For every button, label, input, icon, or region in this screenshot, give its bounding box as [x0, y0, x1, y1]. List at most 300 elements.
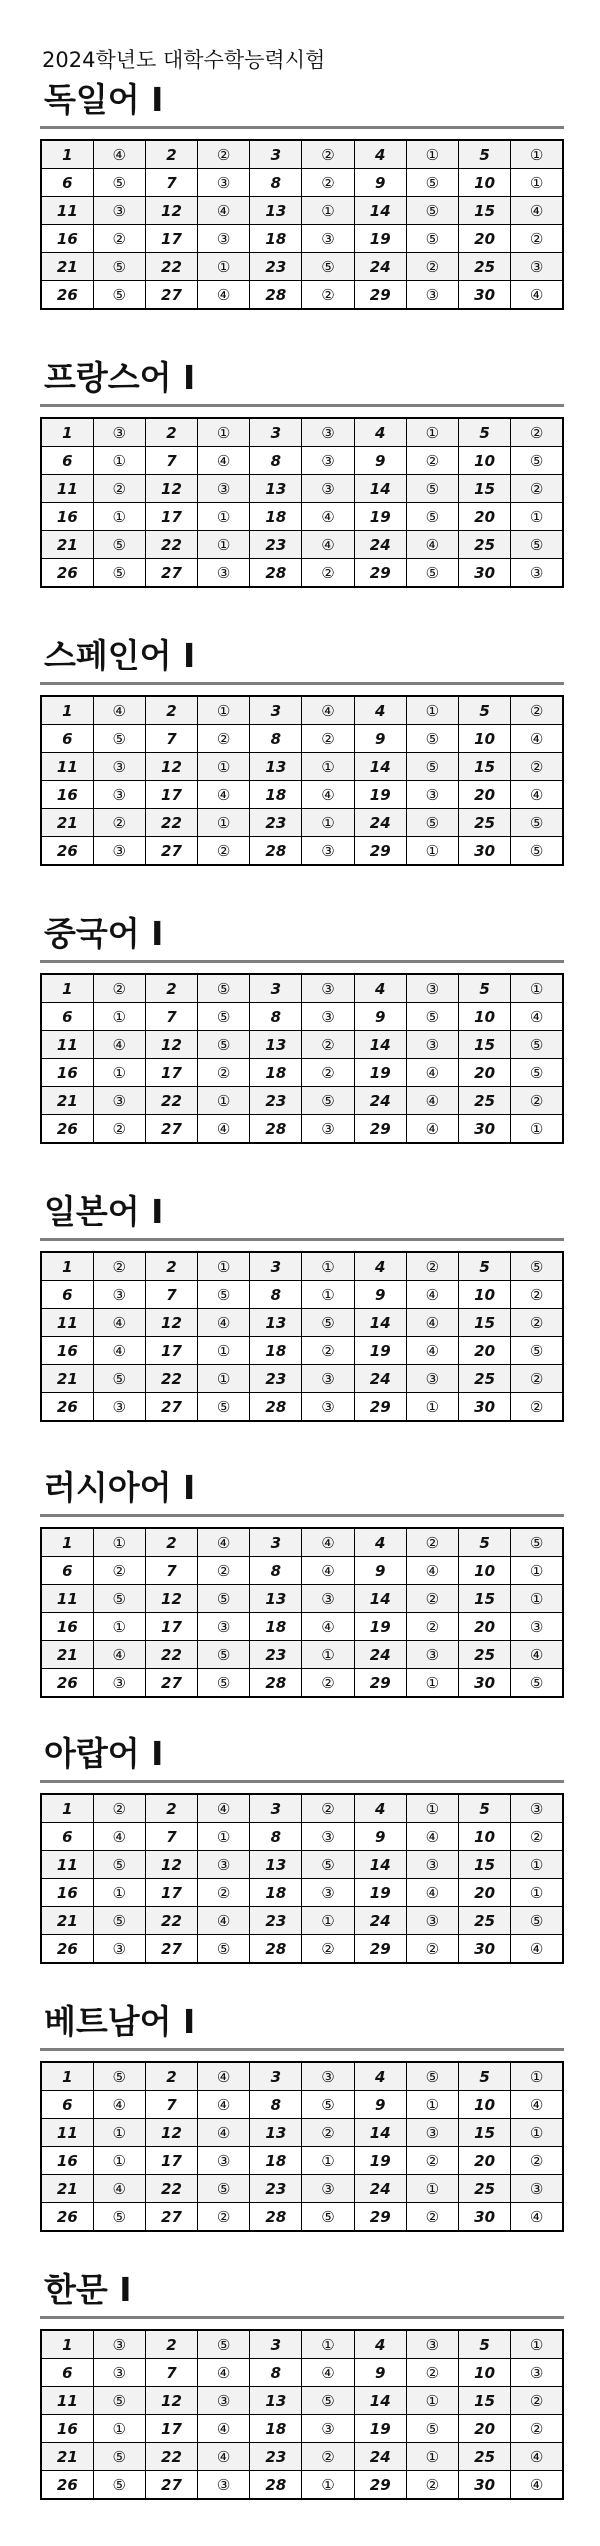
question-number: 1 — [41, 1794, 93, 1823]
question-number: 12 — [145, 475, 197, 503]
answer-choice: ⑤ — [302, 253, 354, 281]
answer-choice: ④ — [93, 1823, 145, 1851]
question-number: 16 — [41, 1059, 93, 1087]
answer-choice: ⑤ — [198, 2175, 250, 2203]
answer-choice: ③ — [198, 1851, 250, 1879]
question-number: 18 — [250, 1059, 302, 1087]
answer-choice: ② — [198, 1879, 250, 1907]
question-number: 9 — [354, 1823, 406, 1851]
question-number: 10 — [459, 169, 511, 197]
question-number: 2 — [145, 696, 197, 725]
question-number: 14 — [354, 1851, 406, 1879]
question-number: 17 — [145, 503, 197, 531]
question-number: 5 — [459, 696, 511, 725]
question-number: 27 — [145, 837, 197, 866]
answer-choice: ① — [406, 2443, 458, 2471]
question-number: 9 — [354, 1557, 406, 1585]
answer-choice: ④ — [198, 2119, 250, 2147]
answer-choice: ⑤ — [93, 1907, 145, 1935]
answer-choice: ② — [406, 1935, 458, 1964]
question-number: 6 — [41, 447, 93, 475]
answer-choice: ⑤ — [406, 1003, 458, 1031]
answer-choice: ① — [93, 2147, 145, 2175]
question-number: 8 — [250, 1557, 302, 1585]
question-number: 19 — [354, 781, 406, 809]
question-number: 28 — [250, 1115, 302, 1144]
table-row — [41, 281, 563, 310]
answer-choice: ③ — [302, 1393, 354, 1422]
answer-choice: ① — [198, 696, 250, 725]
table-row — [41, 197, 563, 225]
question-number: 14 — [354, 753, 406, 781]
question-number: 13 — [250, 1851, 302, 1879]
question-number: 10 — [459, 2091, 511, 2119]
answer-table — [40, 1527, 564, 1698]
question-number: 7 — [145, 1003, 197, 1031]
question-number: 28 — [250, 559, 302, 588]
answer-choice: ⑤ — [93, 253, 145, 281]
table-row — [41, 1528, 563, 1557]
answer-choice: ② — [302, 1031, 354, 1059]
question-number: 1 — [41, 974, 93, 1003]
answer-choice: ③ — [406, 974, 458, 1003]
question-number: 6 — [41, 725, 93, 753]
answer-choice: ② — [511, 1823, 563, 1851]
answer-choice: ② — [511, 753, 563, 781]
question-number: 29 — [354, 2471, 406, 2500]
question-number: 10 — [459, 1281, 511, 1309]
section-divider — [40, 404, 564, 407]
table-row — [41, 253, 563, 281]
answer-choice: ⑤ — [511, 1252, 563, 1281]
question-number: 26 — [41, 837, 93, 866]
exam-title: 2024학년도 대학수학능력시험 — [42, 48, 326, 72]
answer-choice: ③ — [511, 253, 563, 281]
table-row — [41, 2175, 563, 2203]
question-number: 2 — [145, 1794, 197, 1823]
question-number: 3 — [250, 140, 302, 169]
table-row — [41, 2147, 563, 2175]
table-row — [41, 725, 563, 753]
answer-choice: ① — [511, 1115, 563, 1144]
question-number: 18 — [250, 503, 302, 531]
answer-choice: ④ — [93, 1337, 145, 1365]
answer-choice: ③ — [511, 2175, 563, 2203]
table-row — [41, 503, 563, 531]
table-row — [41, 2359, 563, 2387]
answer-choice: ① — [302, 197, 354, 225]
answer-choice: ④ — [198, 1528, 250, 1557]
question-number: 4 — [354, 696, 406, 725]
answer-choice: ② — [406, 1528, 458, 1557]
question-number: 20 — [459, 225, 511, 253]
answer-choice: ① — [93, 1528, 145, 1557]
answer-choice: ① — [406, 696, 458, 725]
answer-choice: ⑤ — [302, 1851, 354, 1879]
answer-choice: ⑤ — [93, 1585, 145, 1613]
section-title: 스페인어 I — [44, 636, 196, 675]
answer-choice: ① — [302, 1907, 354, 1935]
answer-choice: ④ — [198, 2062, 250, 2091]
question-number: 15 — [459, 2119, 511, 2147]
answer-section — [40, 78, 564, 310]
answer-choice: ③ — [406, 2119, 458, 2147]
answer-choice: ④ — [198, 1115, 250, 1144]
table-row — [41, 1031, 563, 1059]
answer-choice: ② — [302, 1794, 354, 1823]
answer-choice: ② — [406, 2359, 458, 2387]
question-number: 10 — [459, 1557, 511, 1585]
answer-choice: ③ — [302, 1585, 354, 1613]
question-number: 30 — [459, 1115, 511, 1144]
question-number: 13 — [250, 753, 302, 781]
answer-table — [40, 417, 564, 588]
question-number: 11 — [41, 475, 93, 503]
answer-choice: ① — [198, 753, 250, 781]
answer-choice: ③ — [93, 2330, 145, 2359]
question-number: 13 — [250, 197, 302, 225]
answer-table — [40, 1251, 564, 1422]
answer-choice: ② — [93, 475, 145, 503]
answer-choice: ① — [406, 1669, 458, 1698]
question-number: 8 — [250, 169, 302, 197]
answer-choice: ④ — [198, 1907, 250, 1935]
question-number: 19 — [354, 1879, 406, 1907]
answer-choice: ② — [198, 2203, 250, 2232]
table-row — [41, 2062, 563, 2091]
answer-choice: ⑤ — [198, 1281, 250, 1309]
question-number: 11 — [41, 2119, 93, 2147]
question-number: 19 — [354, 2147, 406, 2175]
answer-choice: ② — [302, 1059, 354, 1087]
question-number: 7 — [145, 1281, 197, 1309]
answer-choice: ④ — [511, 281, 563, 310]
answer-choice: ② — [511, 2415, 563, 2443]
question-number: 7 — [145, 2359, 197, 2387]
question-number: 4 — [354, 974, 406, 1003]
answer-choice: ② — [511, 1393, 563, 1422]
answer-choice: ③ — [511, 2359, 563, 2387]
table-row — [41, 974, 563, 1003]
question-number: 10 — [459, 2359, 511, 2387]
question-number: 23 — [250, 1641, 302, 1669]
question-number: 28 — [250, 2203, 302, 2232]
question-number: 6 — [41, 1003, 93, 1031]
question-number: 25 — [459, 1087, 511, 1115]
question-number: 10 — [459, 447, 511, 475]
table-row — [41, 1794, 563, 1823]
answer-choice: ② — [302, 140, 354, 169]
question-number: 20 — [459, 1337, 511, 1365]
table-row — [41, 1823, 563, 1851]
question-number: 19 — [354, 1059, 406, 1087]
answer-choice: ⑤ — [93, 1851, 145, 1879]
question-number: 2 — [145, 2062, 197, 2091]
answer-choice: ⑤ — [198, 1669, 250, 1698]
answer-choice: ③ — [406, 2330, 458, 2359]
question-number: 18 — [250, 1613, 302, 1641]
answer-choice: ⑤ — [198, 1031, 250, 1059]
answer-choice: ② — [511, 418, 563, 447]
answer-choice: ⑤ — [406, 2062, 458, 2091]
answer-choice: ⑤ — [511, 1337, 563, 1365]
question-number: 23 — [250, 2443, 302, 2471]
table-row — [41, 1365, 563, 1393]
question-number: 6 — [41, 1557, 93, 1585]
question-number: 22 — [145, 1087, 197, 1115]
answer-choice: ④ — [198, 447, 250, 475]
question-number: 22 — [145, 253, 197, 281]
question-number: 13 — [250, 1585, 302, 1613]
answer-choice: ② — [93, 225, 145, 253]
section-title: 베트남어 I — [44, 2002, 196, 2041]
question-number: 2 — [145, 418, 197, 447]
question-number: 18 — [250, 1337, 302, 1365]
answer-choice: ④ — [198, 2091, 250, 2119]
answer-choice: ① — [93, 503, 145, 531]
table-row — [41, 2387, 563, 2415]
answer-choice: ⑤ — [198, 974, 250, 1003]
question-number: 27 — [145, 1935, 197, 1964]
answer-choice: ⑤ — [198, 2330, 250, 2359]
question-number: 6 — [41, 2091, 93, 2119]
question-number: 2 — [145, 2330, 197, 2359]
answer-choice: ⑤ — [198, 1393, 250, 1422]
question-number: 15 — [459, 1031, 511, 1059]
question-number: 25 — [459, 531, 511, 559]
answer-choice: ① — [302, 2330, 354, 2359]
answer-choice: ⑤ — [93, 559, 145, 588]
answer-choice: ② — [302, 559, 354, 588]
question-number: 10 — [459, 1823, 511, 1851]
question-number: 30 — [459, 281, 511, 310]
answer-choice: ① — [302, 1641, 354, 1669]
question-number: 24 — [354, 1365, 406, 1393]
question-number: 7 — [145, 1557, 197, 1585]
answer-choice: ① — [511, 169, 563, 197]
section-title: 프랑스어 I — [44, 358, 196, 397]
question-number: 24 — [354, 531, 406, 559]
answer-choice: ③ — [302, 974, 354, 1003]
question-number: 24 — [354, 253, 406, 281]
question-number: 27 — [145, 2471, 197, 2500]
answer-choice: ④ — [198, 2415, 250, 2443]
question-number: 28 — [250, 2471, 302, 2500]
answer-choice: ① — [93, 1613, 145, 1641]
answer-choice: ⑤ — [93, 725, 145, 753]
question-number: 26 — [41, 1393, 93, 1422]
answer-choice: ④ — [93, 2091, 145, 2119]
answer-choice: ② — [406, 2471, 458, 2500]
answer-choice: ③ — [302, 225, 354, 253]
answer-choice: ① — [198, 531, 250, 559]
answer-choice: ② — [511, 696, 563, 725]
question-number: 3 — [250, 2062, 302, 2091]
question-number: 14 — [354, 2387, 406, 2415]
question-number: 17 — [145, 1879, 197, 1907]
answer-choice: ① — [406, 2175, 458, 2203]
question-number: 3 — [250, 1528, 302, 1557]
answer-choice: ① — [198, 1087, 250, 1115]
answer-choice: ① — [511, 140, 563, 169]
answer-choice: ④ — [302, 781, 354, 809]
question-number: 6 — [41, 2359, 93, 2387]
question-number: 17 — [145, 1613, 197, 1641]
answer-choice: ④ — [511, 725, 563, 753]
answer-choice: ⑤ — [511, 1059, 563, 1087]
answer-choice: ① — [511, 1557, 563, 1585]
answer-choice: ① — [198, 1365, 250, 1393]
answer-section — [40, 1732, 564, 1964]
answer-choice: ③ — [198, 559, 250, 588]
question-number: 4 — [354, 2062, 406, 2091]
question-number: 16 — [41, 781, 93, 809]
answer-choice: ⑤ — [93, 2203, 145, 2232]
question-number: 9 — [354, 2359, 406, 2387]
question-number: 5 — [459, 1794, 511, 1823]
answer-choice: ④ — [198, 1794, 250, 1823]
answer-choice: ③ — [406, 1365, 458, 1393]
answer-section — [40, 356, 564, 588]
question-number: 2 — [145, 1252, 197, 1281]
question-number: 12 — [145, 753, 197, 781]
question-number: 26 — [41, 559, 93, 588]
section-divider — [40, 960, 564, 963]
answer-choice: ③ — [406, 1851, 458, 1879]
question-number: 29 — [354, 281, 406, 310]
answer-choice: ① — [93, 2119, 145, 2147]
question-number: 19 — [354, 225, 406, 253]
section-divider — [40, 2048, 564, 2051]
answer-choice: ② — [198, 837, 250, 866]
question-number: 24 — [354, 1087, 406, 1115]
question-number: 28 — [250, 1393, 302, 1422]
answer-choice: ② — [302, 1337, 354, 1365]
answer-choice: ③ — [302, 2415, 354, 2443]
question-number: 30 — [459, 1669, 511, 1698]
answer-choice: ④ — [93, 1309, 145, 1337]
answer-choice: ① — [198, 1823, 250, 1851]
table-row — [41, 1252, 563, 1281]
answer-choice: ④ — [406, 1823, 458, 1851]
question-number: 7 — [145, 725, 197, 753]
table-row — [41, 1613, 563, 1641]
answer-choice: ③ — [302, 1365, 354, 1393]
question-number: 12 — [145, 1585, 197, 1613]
question-number: 1 — [41, 1252, 93, 1281]
answer-choice: ① — [406, 2091, 458, 2119]
question-number: 20 — [459, 1879, 511, 1907]
answer-choice: ⑤ — [198, 1641, 250, 1669]
answer-choice: ① — [511, 974, 563, 1003]
answer-choice: ③ — [93, 1393, 145, 1422]
answer-choice: ④ — [406, 1309, 458, 1337]
answer-choice: ③ — [302, 475, 354, 503]
answer-choice: ① — [198, 253, 250, 281]
answer-choice: ① — [406, 1393, 458, 1422]
answer-choice: ① — [406, 140, 458, 169]
answer-section — [40, 2000, 564, 2232]
question-number: 22 — [145, 531, 197, 559]
question-number: 25 — [459, 2175, 511, 2203]
question-number: 17 — [145, 2147, 197, 2175]
answer-choice: ③ — [406, 281, 458, 310]
section-divider — [40, 2316, 564, 2319]
section-title: 일본어 I — [44, 1192, 164, 1231]
answer-choice: ③ — [198, 475, 250, 503]
question-number: 21 — [41, 2443, 93, 2471]
answer-choice: ③ — [302, 1879, 354, 1907]
section-divider — [40, 126, 564, 129]
answer-choice: ③ — [302, 1115, 354, 1144]
question-number: 17 — [145, 781, 197, 809]
table-row — [41, 1309, 563, 1337]
question-number: 26 — [41, 1935, 93, 1964]
question-number: 17 — [145, 225, 197, 253]
answer-choice: ① — [406, 2387, 458, 2415]
answer-choice: ① — [302, 2471, 354, 2500]
answer-choice: ④ — [406, 1337, 458, 1365]
question-number: 15 — [459, 1851, 511, 1879]
answer-choice: ① — [511, 1585, 563, 1613]
question-number: 23 — [250, 1907, 302, 1935]
question-number: 12 — [145, 2119, 197, 2147]
answer-choice: ② — [93, 1252, 145, 1281]
question-number: 20 — [459, 781, 511, 809]
question-number: 21 — [41, 531, 93, 559]
section-title: 독일어 I — [44, 80, 164, 119]
question-number: 27 — [145, 2203, 197, 2232]
answer-choice: ⑤ — [302, 1309, 354, 1337]
question-number: 30 — [459, 1393, 511, 1422]
question-number: 9 — [354, 2091, 406, 2119]
answer-choice: ③ — [302, 2062, 354, 2091]
table-row — [41, 1337, 563, 1365]
answer-table — [40, 1793, 564, 1964]
question-number: 23 — [250, 531, 302, 559]
question-number: 30 — [459, 1935, 511, 1964]
table-row — [41, 1669, 563, 1698]
table-row — [41, 2203, 563, 2232]
section-divider — [40, 1514, 564, 1517]
answer-choice: ③ — [406, 1641, 458, 1669]
answer-choice: ④ — [93, 1031, 145, 1059]
answer-choice: ⑤ — [93, 1365, 145, 1393]
answer-choice: ④ — [302, 1557, 354, 1585]
answer-choice: ② — [406, 1613, 458, 1641]
question-number: 8 — [250, 1003, 302, 1031]
answer-choice: ④ — [93, 696, 145, 725]
question-number: 23 — [250, 809, 302, 837]
answer-choice: ③ — [511, 1613, 563, 1641]
answer-choice: ④ — [406, 1879, 458, 1907]
answer-choice: ③ — [198, 225, 250, 253]
answer-choice: ④ — [302, 503, 354, 531]
answer-choice: ③ — [406, 1031, 458, 1059]
question-number: 30 — [459, 559, 511, 588]
question-number: 11 — [41, 1309, 93, 1337]
question-number: 11 — [41, 753, 93, 781]
table-row — [41, 1115, 563, 1144]
answer-choice: ② — [198, 1059, 250, 1087]
question-number: 5 — [459, 1528, 511, 1557]
answer-choice: ③ — [93, 1087, 145, 1115]
answer-choice: ① — [93, 1879, 145, 1907]
answer-choice: ⑤ — [511, 1031, 563, 1059]
answer-choice: ① — [93, 1059, 145, 1087]
answer-choice: ④ — [406, 1059, 458, 1087]
answer-choice: ② — [511, 1281, 563, 1309]
